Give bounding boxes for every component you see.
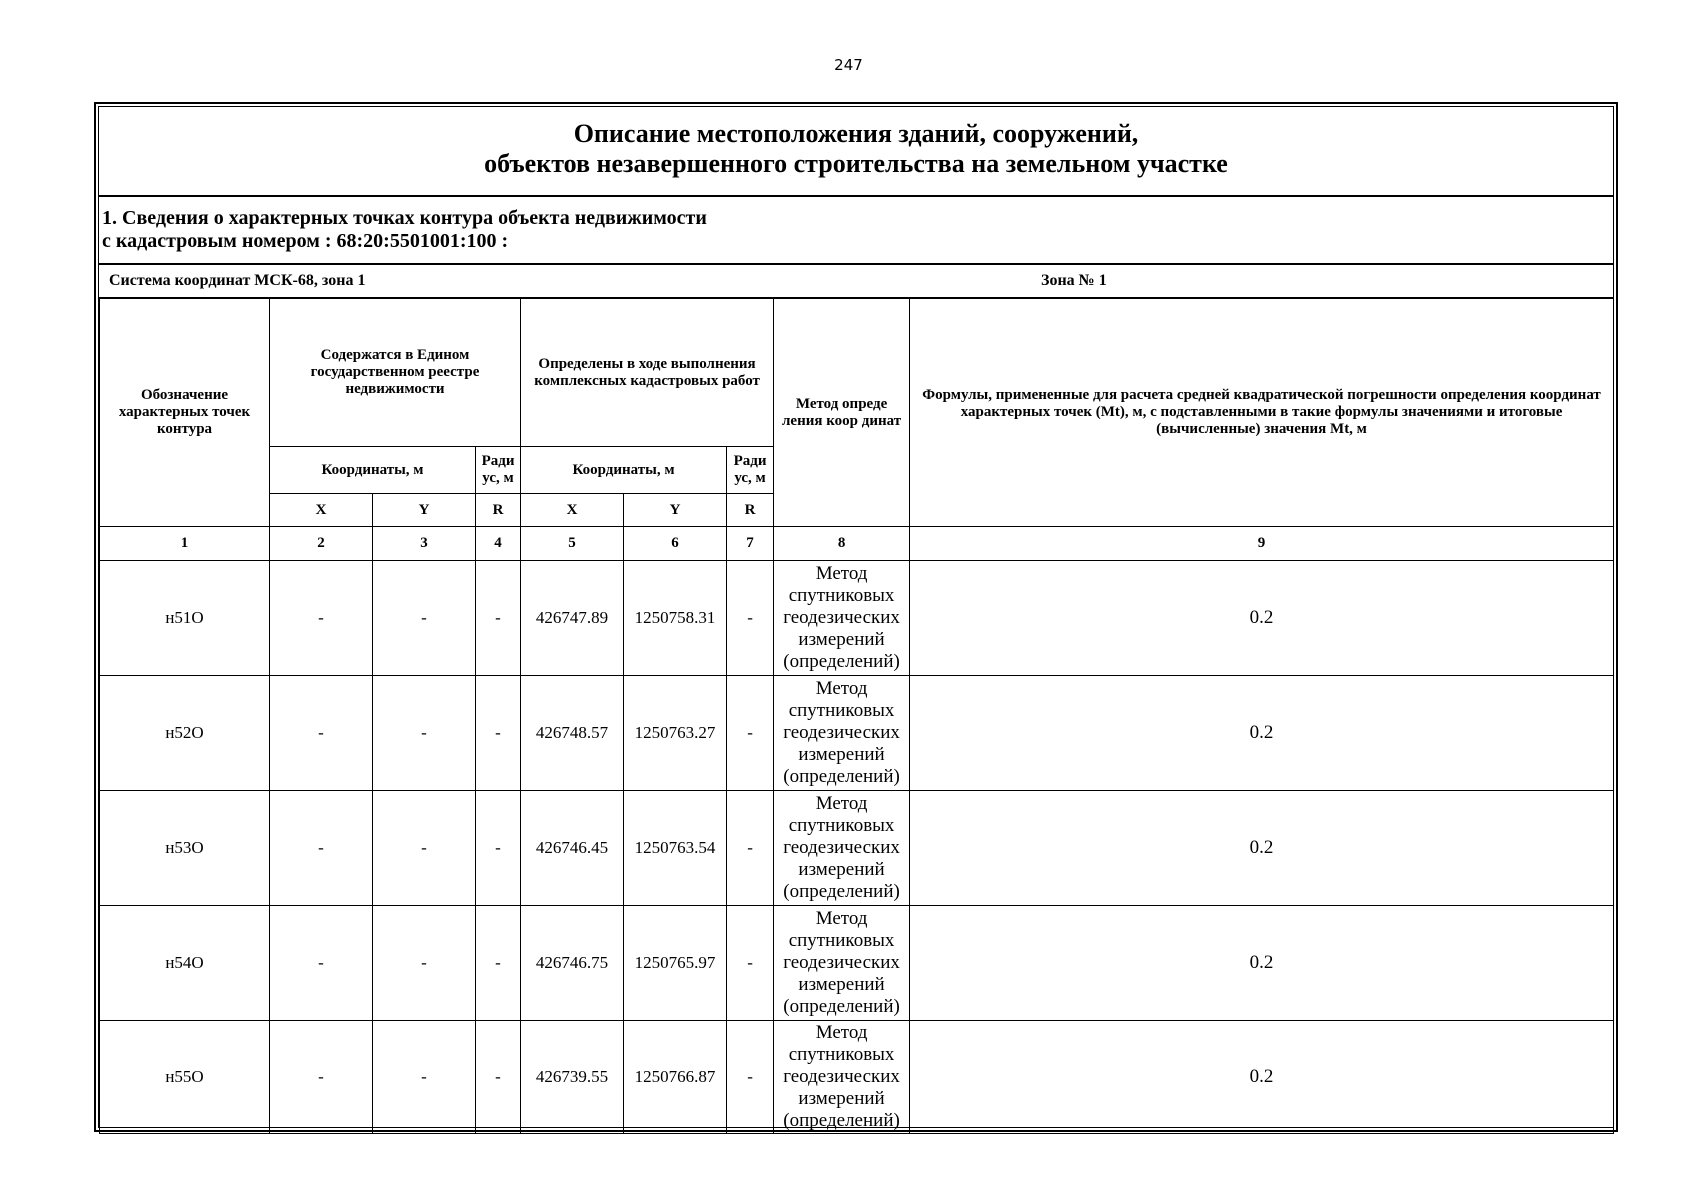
cell-works-r: - xyxy=(727,561,774,676)
column-number: 3 xyxy=(373,527,476,561)
document-inner-frame xyxy=(98,106,1614,1131)
column-number: 4 xyxy=(476,527,521,561)
header-egrn-group: Содержатся в Едином государственном реестре недвижимости xyxy=(270,299,521,447)
cell-egrn-r: - xyxy=(476,676,521,791)
section-heading xyxy=(99,197,1613,265)
cell-egrn-y: - xyxy=(373,791,476,906)
cell-method: Метод спутниковых геодезических измерений (определений) xyxy=(774,561,910,676)
header-formula: Формулы, примененные для расчета средней квадратической погрешности определения координат характерных точек (Mt), м, с подставленными в такие формулы значениями и итоговые (вычисленные) значения Mt, м xyxy=(910,299,1614,527)
cell-works-r: - xyxy=(727,676,774,791)
table-row xyxy=(100,906,1614,1021)
cell-works-y: 1250758.31 xyxy=(624,561,727,676)
column-number: 7 xyxy=(727,527,774,561)
cell-works-y: 1250766.87 xyxy=(624,1021,727,1134)
cell-egrn-x: - xyxy=(270,676,373,791)
cell-egrn-y: - xyxy=(373,1021,476,1134)
cell-egrn-y: - xyxy=(373,561,476,676)
column-number: 2 xyxy=(270,527,373,561)
cell-egrn-r: - xyxy=(476,561,521,676)
cell-works-x: 426748.57 xyxy=(521,676,624,791)
cell-point: н55О xyxy=(100,1021,270,1134)
document-title xyxy=(99,107,1613,197)
cell-point: н54О xyxy=(100,906,270,1021)
cell-egrn-x: - xyxy=(270,1021,373,1134)
header-method: Метод опреде ления коор динат xyxy=(774,299,910,527)
cell-egrn-r: - xyxy=(476,906,521,1021)
header-works-y: Y xyxy=(624,494,727,527)
table-row xyxy=(100,561,1614,676)
cell-method: Метод спутниковых геодезических измерений (определений) xyxy=(774,676,910,791)
header-works-x: X xyxy=(521,494,624,527)
cell-mt: 0.2 xyxy=(910,791,1614,906)
cell-works-x: 426746.45 xyxy=(521,791,624,906)
cell-egrn-r: - xyxy=(476,791,521,906)
header-works-r: R xyxy=(727,494,774,527)
cell-works-r: - xyxy=(727,1021,774,1134)
cell-egrn-x: - xyxy=(270,791,373,906)
cell-egrn-y: - xyxy=(373,676,476,791)
cell-works-y: 1250765.97 xyxy=(624,906,727,1021)
cell-method: Метод спутниковых геодезических измерений (определений) xyxy=(774,1021,910,1134)
page-number: 247 xyxy=(834,56,863,74)
cell-egrn-x: - xyxy=(270,906,373,1021)
cell-works-x: 426747.89 xyxy=(521,561,624,676)
header-egrn-r: R xyxy=(476,494,521,527)
table-row xyxy=(100,1021,1614,1134)
header-works-group: Определены в ходе выполнения комплексных кадастровых работ xyxy=(521,299,774,447)
column-number: 5 xyxy=(521,527,624,561)
header-works-coordinates: Координаты, м xyxy=(521,447,727,494)
coordinate-system-row xyxy=(99,265,1613,298)
title-line-1: Описание местоположения зданий, сооружений, xyxy=(573,119,1139,148)
header-egrn-radius: Ради ус, м xyxy=(476,447,521,494)
cell-mt: 0.2 xyxy=(910,561,1614,676)
cell-method: Метод спутниковых геодезических измерений (определений) xyxy=(774,906,910,1021)
cell-point: н52О xyxy=(100,676,270,791)
table-row xyxy=(100,676,1614,791)
points-table xyxy=(99,298,1614,1134)
column-number: 9 xyxy=(910,527,1614,561)
document-frame xyxy=(94,102,1618,1132)
cell-point: н51О xyxy=(100,561,270,676)
cell-works-y: 1250763.54 xyxy=(624,791,727,906)
cell-works-r: - xyxy=(727,906,774,1021)
section-line-1: 1. Сведения о характерных точках контура объекта недвижимости xyxy=(102,207,707,229)
cell-egrn-x: - xyxy=(270,561,373,676)
cell-mt: 0.2 xyxy=(910,1021,1614,1134)
cell-works-x: 426746.75 xyxy=(521,906,624,1021)
cell-egrn-y: - xyxy=(373,906,476,1021)
cell-works-y: 1250763.27 xyxy=(624,676,727,791)
header-egrn-x: X xyxy=(270,494,373,527)
header-egrn-coordinates: Координаты, м xyxy=(270,447,476,494)
zone-label: Зона № 1 xyxy=(1041,272,1107,289)
coordinate-system-label: Система координат МСК-68, зона 1 xyxy=(109,272,366,289)
cell-works-x: 426739.55 xyxy=(521,1021,624,1134)
cell-point: н53О xyxy=(100,791,270,906)
cell-works-r: - xyxy=(727,791,774,906)
title-line-2: объектов незавершенного строительства на земельном участке xyxy=(484,149,1228,178)
table-row xyxy=(100,791,1614,906)
cell-egrn-r: - xyxy=(476,1021,521,1134)
cell-mt: 0.2 xyxy=(910,906,1614,1021)
header-works-radius: Ради ус, м xyxy=(727,447,774,494)
section-line-2: с кадастровым номером : 68:20:5501001:100 : xyxy=(102,230,509,252)
cell-method: Метод спутниковых геодезических измерений (определений) xyxy=(774,791,910,906)
column-number: 8 xyxy=(774,527,910,561)
column-number: 1 xyxy=(100,527,270,561)
header-egrn-y: Y xyxy=(373,494,476,527)
header-point-designation: Обозначение характерных точек контура xyxy=(100,299,270,527)
column-number: 6 xyxy=(624,527,727,561)
cell-mt: 0.2 xyxy=(910,676,1614,791)
